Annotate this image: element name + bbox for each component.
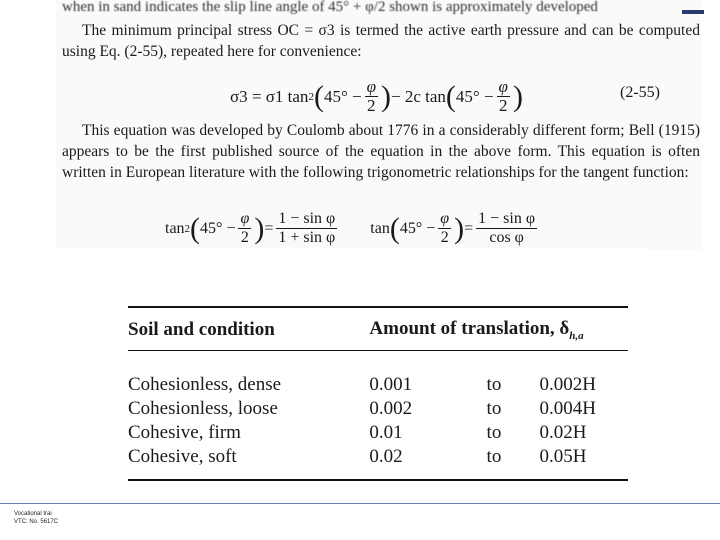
id2-phi: φ [440, 210, 450, 227]
eq-frac-phi-1 [365, 78, 378, 115]
translation-table-card [56, 248, 646, 500]
cell-to: to [473, 445, 540, 480]
cell-soil: Cohesive, firm [128, 421, 241, 443]
paren-open-3: ( [190, 211, 201, 245]
table-row [128, 350, 628, 397]
paren-close-4: ) [454, 211, 465, 245]
cutoff-text-line: when in sand indicates the slip line angle of 45° + φ/2 shown is approximately developed [62, 0, 598, 14]
identity-2 [370, 210, 540, 247]
header-translation [305, 307, 628, 350]
equals-1: = [264, 219, 274, 237]
equation-2-55 [230, 78, 523, 115]
cell-to: to [486, 373, 502, 395]
cell-high: 0.004H [539, 397, 597, 419]
tan2-sup: 2 [184, 222, 191, 235]
tangent-identities [165, 210, 540, 247]
eq-mid: − 2c tan [390, 86, 446, 106]
frac-den: 2 [367, 96, 376, 115]
cell-high: 0.02H [539, 421, 587, 443]
header-translation-sub: h,a [569, 329, 584, 342]
header-soil: Soil and condition [128, 307, 305, 350]
eq-angle-2: 45° − [455, 86, 494, 106]
eq-sup-two: 2 [308, 90, 314, 103]
paren-open-2: ( [445, 79, 456, 113]
eq-frac-phi-2 [497, 78, 510, 115]
cell-low: 0.002 [369, 397, 413, 419]
frac-num: φ [366, 77, 376, 96]
id1-result-num: 1 − sin φ [278, 210, 336, 227]
id2-angle: 45° − [399, 219, 436, 237]
table-row [128, 421, 628, 445]
paren-close: ) [380, 79, 391, 113]
header-translation-main: Amount of translation, δ [369, 318, 570, 339]
id1-frac-phi [238, 210, 251, 247]
identity-1 [165, 210, 340, 247]
paragraph-active-pressure: The minimum principal stress OC = σ3 is termed the active earth pressure and can be computed using Eq. (2-55), repeated here for convenience: [62, 22, 700, 60]
tan-label: tan [370, 219, 390, 237]
cell-high: 0.05H [540, 445, 628, 480]
paren-open-4: ( [389, 211, 400, 245]
id2-two: 2 [440, 229, 449, 246]
id2-result-den: cos φ [489, 229, 524, 246]
paren-close-3: ) [254, 211, 265, 245]
cell-low: 0.01 [369, 421, 403, 443]
id1-angle: 45° − [200, 219, 236, 237]
equation-number: (2-55) [620, 84, 660, 101]
eq-lhs: σ3 = σ1 tan [230, 86, 309, 106]
footer-line-1: Vocational trai [14, 511, 52, 517]
corner-mark [682, 10, 704, 14]
paren-close-2: ) [512, 79, 523, 113]
cell-low: 0.001 [369, 373, 413, 395]
id1-two: 2 [240, 229, 249, 246]
footer-line-2: VTC: No. 5617C [14, 519, 59, 525]
cell-to: to [486, 421, 502, 443]
cell-high: 0.002H [539, 373, 597, 395]
footer-rule [0, 503, 720, 504]
translation-table [128, 306, 628, 481]
frac-num-2: φ [498, 77, 508, 96]
table-header-row [128, 307, 628, 350]
id1-result [276, 210, 337, 247]
paragraph-coulomb: This equation was developed by Coulomb about 1776 in a considerably different form; Bell (1915) appears to be the first published source of the equation in the above form. This equation is often written in European literature with the following trigonometric relationships for the tangent function: [62, 122, 700, 181]
frac-den-2: 2 [498, 96, 508, 115]
table-row [128, 445, 628, 480]
table-row [128, 397, 628, 421]
id2-result [476, 210, 537, 247]
equals-2: = [464, 219, 474, 237]
id2-result-num: 1 − sin φ [478, 210, 536, 227]
footer-caption [14, 510, 64, 526]
id1-result-den: 1 + sin φ [278, 229, 336, 246]
cell-soil: Cohesionless, loose [128, 397, 278, 419]
paren-open: ( [313, 79, 324, 113]
id1-phi: φ [240, 210, 250, 227]
cell-soil: Cohesive, soft [128, 445, 305, 480]
id2-frac-phi [438, 210, 451, 247]
tan2-label: tan [165, 219, 185, 237]
cell-soil: Cohesionless, dense [128, 373, 282, 395]
cell-low: 0.02 [305, 445, 472, 480]
eq-angle-1: 45° − [323, 86, 362, 106]
cell-to: to [486, 397, 502, 419]
